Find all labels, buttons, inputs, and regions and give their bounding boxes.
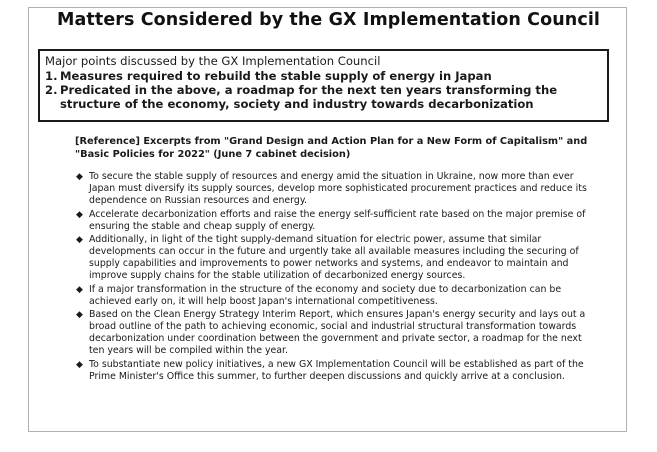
bullet-item [76,209,596,233]
bullet-list [76,171,596,384]
bullet-text: Based on the Clean Energy Strategy Interim Report, which ensures Japan's energy security and lays out a broad outline of the path to achieving economic, social and industrial structural transformation towards decarbonization under coordination between the government and private sector, a roadmap for the next ten years will be compiled within the year. [89,309,586,356]
diamond-bullet-icon: ◆ [76,359,83,370]
page-title: Matters Considered by the GX Implementation Council [56,10,601,30]
diamond-bullet-icon: ◆ [76,235,83,245]
summary-item-text: Predicated in the above, a roadmap for the next ten years transforming the structure of the economy, society and industry towards decarbonization [60,83,558,111]
bullet-item [76,309,596,357]
summary-item-number: 1. [45,69,58,83]
bullet-text: To substantiate new policy initiatives, a new GX Implementation Council will be established as part of the Prime Minister's Office this summer, to further deepen discussions and quickly arrive at a conclusion. [89,358,584,382]
diamond-bullet-icon: ◆ [76,310,83,320]
bullet-item [76,284,596,308]
bullet-item [76,234,596,282]
bullet-text: Accelerate decarbonization efforts and raise the energy self-sufficient rate based on the major premise of ensuring the stable and cheap supply of energy. [89,208,586,232]
diamond-bullet-icon: ◆ [76,209,83,220]
bullet-text: To secure the stable supply of resources and energy amid the situation in Ukraine, now more than ever Japan must diversify its supply sources, develop more sophisticated procurement practices and reduce its dependence on Russian resources and energy. [89,171,587,206]
summary-item-number: 2. [45,83,58,97]
reference-heading: [Reference] Excerpts from "Grand Design and Action Plan for a New Form of Capitalism" and "Basic Policies for 2022" (June 7 cabinet decision) [75,136,588,160]
diamond-bullet-icon: ◆ [76,284,83,295]
summary-list [45,69,601,111]
bullet-text: If a major transformation in the structure of the economy and society due to decarbonization can be achieved early on, it will help boost Japan's international competitiveness. [89,283,562,307]
summary-item-text: Measures required to rebuild the stable supply of energy in Japan [60,69,492,83]
bullet-text: Additionally, in light of the tight supply-demand situation for electric power, assume that similar developments can occur in the future and urgently take all available measures including the securing of supply capabilities and improvements to power networks and systems, and endeavor to maintain and improve supply chains for the stable utilization of decarbonized energy sources. [89,234,579,281]
summary-heading: Major points discussed by the GX Implementation Council [45,54,381,68]
bullet-item [76,359,596,383]
bullet-item [76,171,596,207]
diamond-bullet-icon: ◆ [76,172,83,182]
summary-item [45,83,601,111]
summary-box [38,49,609,122]
summary-item [45,69,601,83]
